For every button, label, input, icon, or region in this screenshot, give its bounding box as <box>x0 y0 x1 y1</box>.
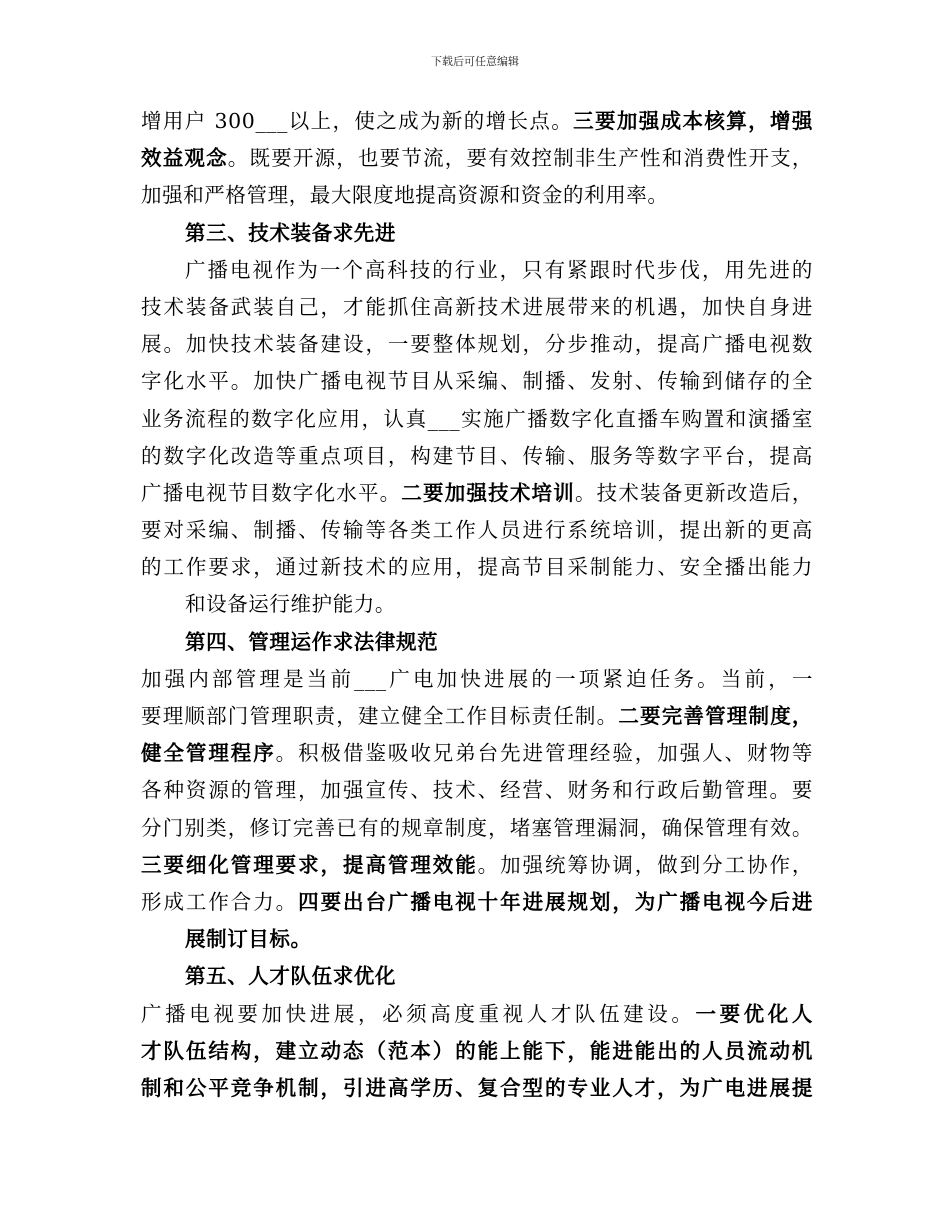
text-run: 广播电视要加快进展，必须高度重视人才队伍建设。 <box>141 1001 696 1026</box>
text-line <box>141 475 813 512</box>
text-line <box>141 177 813 214</box>
text-line <box>141 698 813 735</box>
text-run: 形成工作合力。 <box>141 889 299 914</box>
bold-text-run: 三要加强成本核算，增强 <box>573 109 813 133</box>
text-run: 增用户 300___以上，使之成为新的增长点。 <box>141 109 574 133</box>
text-run: 字化水平。加快广播电视节目从采编、制播、发射、传输到储存的全 <box>141 369 813 394</box>
page-header: 下载后可任意编辑 <box>431 55 519 68</box>
text-run: 广播电视节目数字化水平。 <box>141 480 402 505</box>
text-line <box>141 735 813 772</box>
bold-text-run: 三要细化管理要求，提高管理效能 <box>141 852 478 877</box>
text-line <box>141 996 813 1033</box>
text-run: 加强和严格管理，最大限度地提高资源和资金的利用率。 <box>141 183 669 208</box>
text-run: 展。加快技术装备建设，一要整体规划，分步推动，提高广播电视数 <box>141 332 813 357</box>
document-body <box>141 103 813 1107</box>
text-line <box>141 252 813 289</box>
text-run: 加强内部管理是当前___广电加快进展的一项紧迫任务。当前，一 <box>141 666 813 691</box>
bold-text-run: 二要加强技术培训 <box>401 480 575 505</box>
text-run: 各种资源的管理，加强宣传、技术、经营、财务和行政后勤管理。要 <box>141 778 813 803</box>
text-run: 要理顺部门管理职责，建立健全工作目标责任制。 <box>141 704 619 728</box>
bold-text-run: 健全管理程序 <box>141 741 276 766</box>
text-line <box>141 661 813 698</box>
text-line <box>141 289 813 326</box>
text-line <box>141 140 813 177</box>
bold-text-run: 第五、人才队伍求优化 <box>185 964 396 989</box>
text-line <box>141 847 813 884</box>
text-line <box>141 549 813 586</box>
text-line <box>141 772 813 809</box>
text-line <box>141 103 813 140</box>
text-line <box>141 884 813 921</box>
text-run: 。积极借鉴吸收兄弟台先进管理经验，加强人、财物等 <box>275 741 813 766</box>
text-line <box>141 810 813 847</box>
bold-text-run: 一要优化人 <box>695 1001 813 1026</box>
text-line <box>141 326 813 363</box>
text-run: 业务流程的数字化应用，认真___实施广播数字化直播车购置和演播室 <box>141 406 813 431</box>
bold-text-run: 才队伍结构，建立动态（范本）的能上能下，能进能出的人员流动机 <box>141 1038 813 1063</box>
bold-text-run: 二要完善管理制度， <box>618 704 813 728</box>
text-run: 技术装备武装自己，才能抓住高新技术进展带来的机遇，加快自身进 <box>141 294 813 319</box>
bold-text-run: 展制订目标。 <box>185 927 312 952</box>
text-line <box>141 363 813 400</box>
text-run: 和设备运行维护能力。 <box>185 592 396 617</box>
text-run: 的数字化改造等重点项目，构建节目、传输、服务等数字平台，提高 <box>141 443 813 468</box>
text-run: 要对采编、制播、传输等各类工作人员进行系统培训，提出新的更高 <box>141 518 813 543</box>
bold-text-run: 制和公平竞争机制，引进高学历、复合型的专业人才，为广电进展提 <box>141 1075 813 1100</box>
text-run: 。既要开源，也要节流，要有效控制非生产性和消费性开支， <box>227 146 814 171</box>
text-run: 。技术装备更新改造后， <box>574 480 813 505</box>
text-run: 分门别类，修订完善已有的规章制度，堵塞管理漏洞，确保管理有效。 <box>141 815 813 840</box>
bold-text-run: 四要出台广播电视十年进展规划，为广播电视今后进 <box>298 889 813 914</box>
text-run: 广播电视作为一个高科技的行业，只有紧跟时代步伐，用先进的 <box>185 257 813 282</box>
text-run: 。加强统筹协调，做到分工协作， <box>477 852 813 877</box>
bold-text-run: 第三、技术装备求先进 <box>185 220 396 245</box>
text-line <box>141 1033 813 1070</box>
text-line <box>141 215 813 252</box>
text-line <box>141 958 813 995</box>
text-line <box>141 1070 813 1107</box>
text-line <box>141 438 813 475</box>
text-line <box>141 921 813 958</box>
text-line <box>141 512 813 549</box>
text-line <box>141 586 813 623</box>
text-line <box>141 624 813 661</box>
bold-text-run: 效益观念 <box>141 146 228 171</box>
text-line <box>141 401 813 438</box>
text-run: 的工作要求，通过新技术的应用，提高节目采制能力、安全播出能力 <box>141 555 813 580</box>
bold-text-run: 第四、管理运作求法律规范 <box>185 629 439 654</box>
